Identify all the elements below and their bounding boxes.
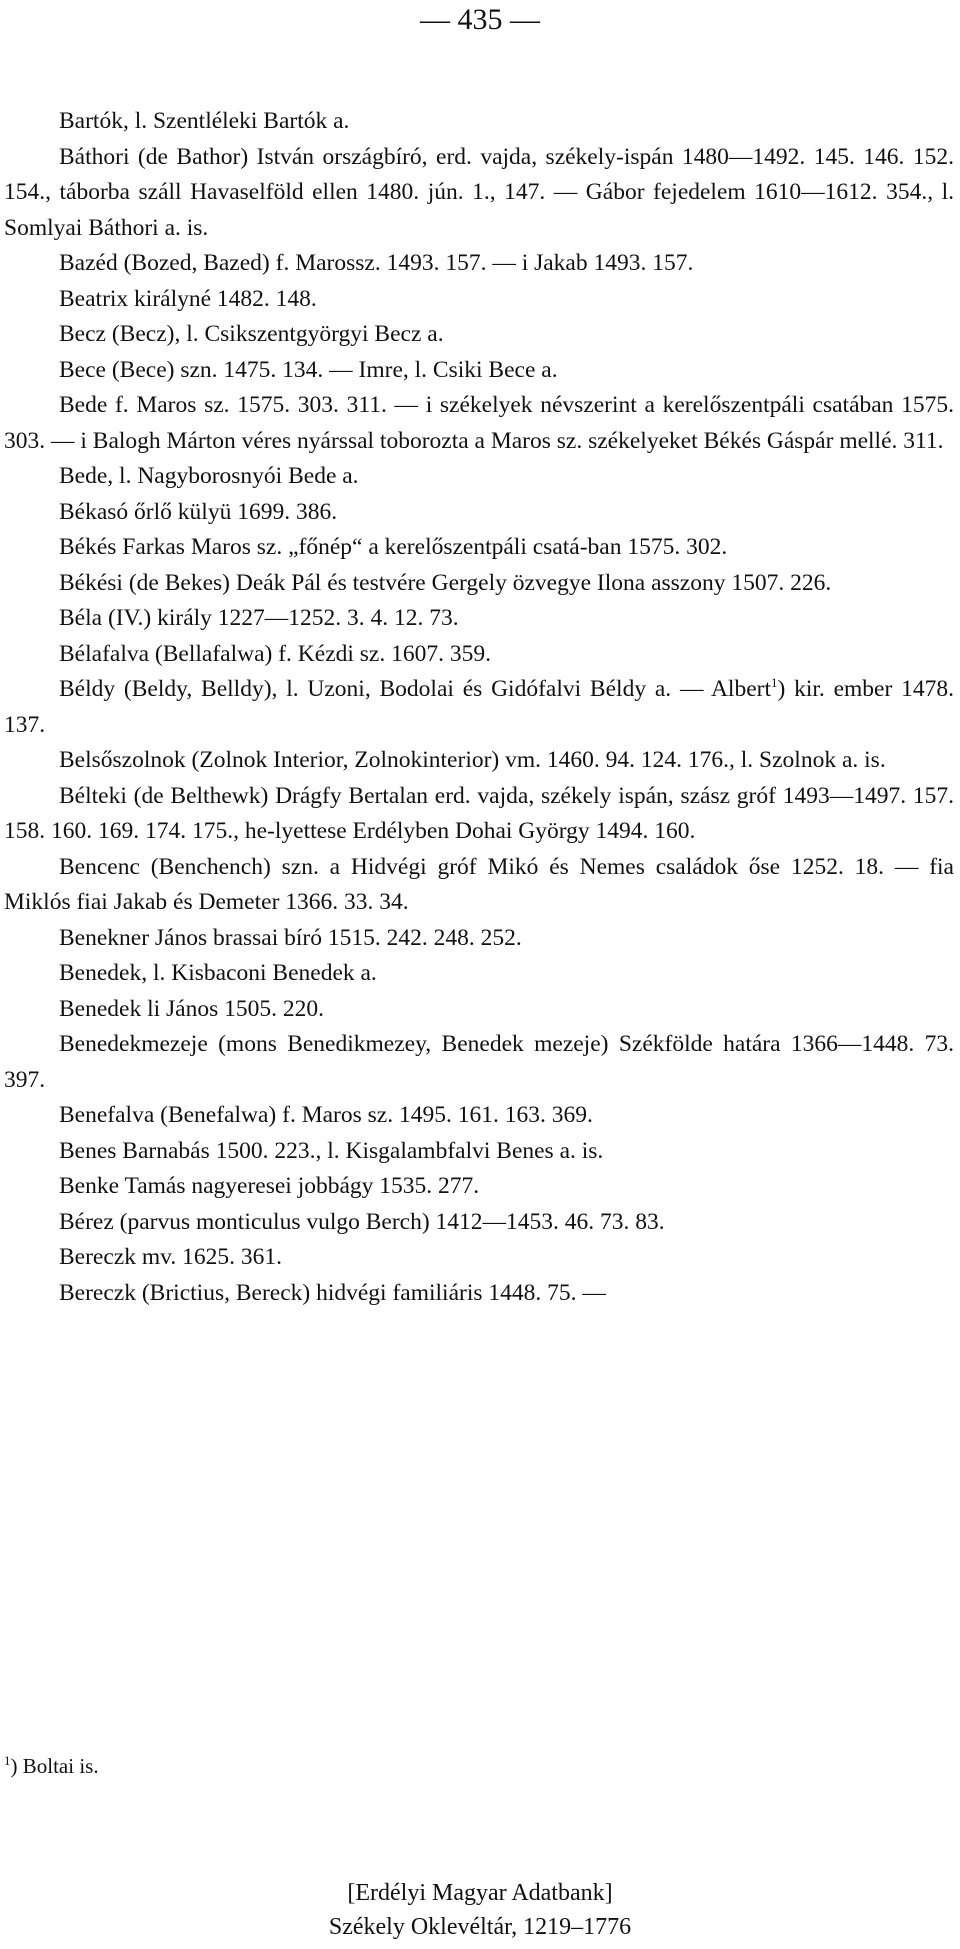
index-entry: Bélafalva (Bellafalwa) f. Kézdi sz. 1607. 359. — [59, 640, 491, 667]
index-entry: Benes Barnabás 1500. 223., l. Kisgalambfalvi Benes a. is. — [59, 1137, 604, 1164]
index-entry: Benedekmezeje (mons Benedikmezey, Benedek mezeje) Székfölde határa 1366—1448. 73. 397. — [4, 1031, 954, 1093]
index-entry: Bazéd (Bozed, Bazed) f. Marossz. 1493. 157. — i Jakab 1493. 157. — [59, 250, 694, 276]
index-entry-beldy — [4, 672, 954, 743]
index-entry: Bartók, l. Szentléleki Bartók a. — [59, 108, 350, 134]
index-entry: Bede, l. Nagyborosnyói Bede a. — [59, 463, 359, 489]
index-entry: Báthori (de Bathor) István országbíró, erd. vajda, székely-ispán 1480—1492. 145. 146. 152. 154., táborba száll Havaselföld ellen 1480. jún. 1., 147. — Gábor fejedelem 1610—1612. 354., l. Somlyai Báthori a. is. — [4, 143, 954, 241]
entry-text-tail: ) kir. ember 1478. 137. — [4, 676, 954, 738]
index-entry: Bérez (parvus monticulus vulgo Berch) 1412—1453. 46. 73. 83. — [59, 1208, 665, 1235]
index-entry: Benedek, l. Kisbaconi Benedek a. — [59, 960, 377, 986]
footer-source: [Erdélyi Magyar Adatbank] — [347, 1880, 613, 1906]
index-entry: Benefalva (Benefalwa) f. Maros sz. 1495. 161. 163. 369. — [59, 1102, 593, 1128]
footnote-text: ) Boltai is. — [10, 1754, 99, 1778]
page-footer — [0, 1876, 960, 1944]
entry-text: Béldy (Beldy, Belldy), l. Uzoni, Bodolai és Gidófalvi Béldy a. — Albert — [59, 676, 771, 702]
index-entry: Bélteki (de Belthewk) Drágfy Bertalan erd. vajda, székely ispán, szász gróf 1493—1497. 157. 158. 160. 169. 174. 175., he-lyettese Erdélyben Dohai György 1494. 160. — [4, 782, 954, 844]
index-entry: Békési (de Bekes) Deák Pál és testvére Gergely özvegye Ilona asszony 1507. 226. — [59, 569, 832, 596]
index-entry: Beatrix királyné 1482. 148. — [59, 285, 317, 312]
index-entry: Bede f. Maros sz. 1575. 303. 311. — i székelyek névszerint a kerelőszentpáli csatában 1575. 303. — i Balogh Márton véres nyárssal toborozta a Maros sz. székelyeket Békés Gáspár mellé. 311. — [4, 392, 954, 454]
index-entry: Becz (Becz), l. Csikszentgyörgyi Becz a. — [59, 321, 444, 347]
index-entry: Benke Tamás nagyeresei jobbágy 1535. 277. — [59, 1173, 480, 1199]
footnote-mark: 1 — [4, 1753, 11, 1768]
index-entry: Békés Farkas Maros sz. „főnép“ a kerelőszentpáli csatá-ban 1575. 302. — [59, 534, 728, 560]
footer-title: Székely Oklevéltár, 1219–1776 — [328, 1914, 632, 1940]
index-entry: Belsőszolnok (Zolnok Interior, Zolnokinterior) vm. 1460. 94. 124. 176., l. Szolnok a. is. — [59, 747, 886, 773]
footnote — [4, 1752, 99, 1780]
index-entry: Bece (Bece) szn. 1475. 134. — Imre, l. Csiki Bece a. — [59, 356, 558, 383]
index-entry: Benekner János brassai bíró 1515. 242. 248. 252. — [59, 924, 522, 951]
index-entry: Békasó őrlő külyü 1699. 386. — [59, 498, 338, 525]
index-entry: Bencenc (Benchench) szn. a Hidvégi gróf Mikó és Nemes családok őse 1252. 18. — fia Miklós fiai Jakab és Demeter 1366. 33. 34. — [4, 853, 954, 915]
index-entry: Béla (IV.) király 1227—1252. 3. 4. 12. 73. — [59, 605, 459, 631]
index-entries — [4, 104, 954, 1311]
index-entry: Bereczk (Brictius, Bereck) hidvégi familiáris 1448. 75. — — [59, 1279, 606, 1306]
footnote-reference: 1 — [771, 675, 778, 691]
page-number: — 435 — — [420, 3, 540, 36]
index-entry: Bereczk mv. 1625. 361. — [59, 1244, 282, 1270]
index-entry: Benedek li János 1505. 220. — [59, 995, 324, 1022]
